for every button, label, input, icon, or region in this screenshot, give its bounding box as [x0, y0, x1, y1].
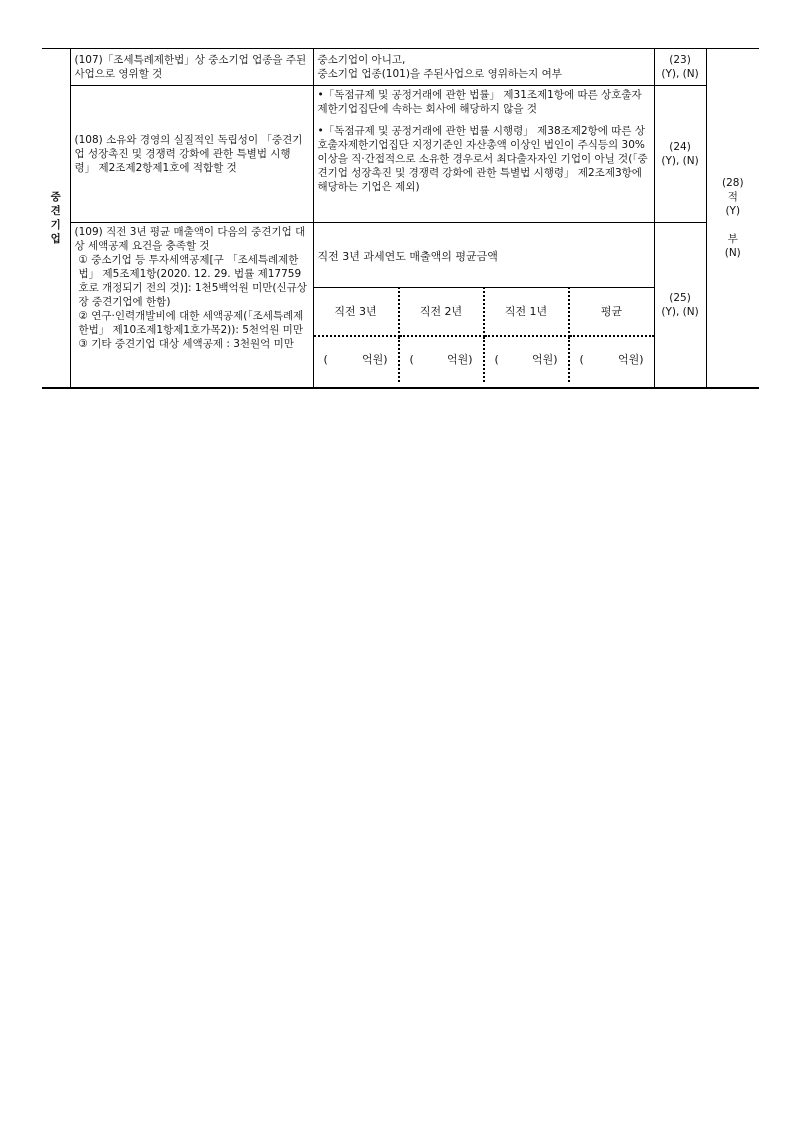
requirement-107: (107)「조세특례제한법」상 중소기업 업종을 주된 사업으로 영위할 것: [70, 49, 313, 86]
value-unit: 억원): [617, 352, 644, 366]
requirement-109-line: (109) 직전 3년 평균 매출액이 다음의 중견기업 대상 세액공제 요건을 충족할 것: [74, 226, 306, 252]
item-code: (25): [669, 291, 691, 304]
yes-no-options[interactable]: (Y), (N): [661, 305, 699, 318]
value-open: (: [494, 352, 499, 366]
paragraph-gap: [318, 116, 650, 124]
value-year-1-field[interactable]: [484, 336, 569, 382]
requirement-109: [70, 223, 313, 388]
requirement-109-line: ① 중소기업 등 투자세액공제[구 「조세특례제한법」 제5조제1항(2020. 12. 29. 법률 제17759호로 개정되기 전의 것)]: 1천5백억원 미만(신규상장 중견기업에 한함): [78, 254, 307, 308]
section-label-char: 중: [50, 190, 61, 203]
value-unit: 억원): [361, 352, 388, 366]
section-label-char: 기: [50, 218, 61, 231]
criteria-107-line: 중소기업 업종(101)을 주된사업으로 영위하는지 여부: [317, 68, 562, 80]
sales-average-block: [313, 223, 654, 388]
middle-enterprise-criteria-section: [42, 48, 759, 389]
value-year-3-field[interactable]: [314, 336, 399, 382]
column-year-3: 직전 3년: [314, 288, 399, 337]
sales-column-row: [314, 288, 654, 337]
sales-average-table: [314, 227, 654, 382]
requirement-109-line: ② 연구·인력개발비에 대한 세액공제(「조세특례제한법」 제10조제1항제1호가목2)): 5천억원 미만: [78, 310, 304, 336]
column-year-2: 직전 2년: [399, 288, 484, 337]
sales-value-row: [314, 336, 654, 382]
item-code: (24): [669, 141, 691, 153]
value-unit: 억원): [446, 352, 473, 366]
section-label-cell: [42, 49, 70, 388]
criteria-108-item: •「독점규제 및 공정거래에 관한 법률」 제31조제1항에 따른 상호출자제한기업집단에 속하는 회사에 해당하지 않을 것: [317, 89, 642, 115]
section-label-char: 견: [50, 204, 61, 217]
verdict-code: (28): [721, 176, 744, 189]
verdict-no-label: 부: [727, 232, 738, 245]
section-label-char: 업: [50, 232, 61, 245]
table-row-107: [42, 49, 759, 86]
yes-no-options[interactable]: (Y), (N): [661, 68, 699, 80]
criteria-table: [42, 48, 759, 389]
value-open: (: [323, 352, 328, 366]
overall-verdict-cell: [706, 49, 759, 388]
table-row-109: [42, 223, 759, 388]
value-open: (: [409, 352, 414, 366]
verdict-yes-label: 적: [727, 190, 738, 203]
criteria-108: [313, 86, 654, 223]
criteria-107-line: 중소기업이 아니고,: [317, 54, 406, 66]
verdict-no-mark[interactable]: (N): [724, 246, 741, 259]
verdict-yes-mark[interactable]: (Y): [725, 204, 741, 217]
code-cell-24: [654, 86, 706, 223]
code-cell-25: [654, 223, 706, 388]
sales-criteria-heading: 직전 3년 과세연도 매출액의 평균금액: [314, 227, 654, 288]
item-code: (23): [669, 54, 691, 66]
criteria-108-item: •「독점규제 및 공정거래에 관한 법률 시행령」 제38조제2항에 따른 상호출자제한기업집단 지정기준인 자산총액 이상인 법인이 주식등의 30% 이상을 직·간접적으로 소유한 경우로서 최다출자자인 기업이 아닐 것(「중견기업 성장촉진 및 경쟁력 강화에 관한 특별법 시행령」 제2조제3항에 해당하는 기업은 제외): [317, 125, 648, 193]
criteria-107: [313, 49, 654, 86]
column-average: 평균: [569, 288, 654, 337]
value-unit: 억원): [531, 352, 558, 366]
verdict-spacer: [711, 218, 756, 232]
value-average-field[interactable]: [569, 336, 654, 382]
code-cell-23: [654, 49, 706, 86]
requirement-109-line: ③ 기타 중견기업 대상 세액공제 : 3천원억 미만: [78, 338, 294, 350]
requirement-108: (108) 소유와 경영의 실질적인 독립성이 「중견기업 성장촉진 및 경쟁력 강화에 관한 특별법 시행령」 제2조제2항제1호에 적합할 것: [70, 86, 313, 223]
value-open: (: [579, 352, 584, 366]
column-year-1: 직전 1년: [484, 288, 569, 337]
sales-head-row: [314, 227, 654, 288]
yes-no-options[interactable]: (Y), (N): [661, 155, 699, 167]
table-row-108: [42, 86, 759, 223]
value-year-2-field[interactable]: [399, 336, 484, 382]
